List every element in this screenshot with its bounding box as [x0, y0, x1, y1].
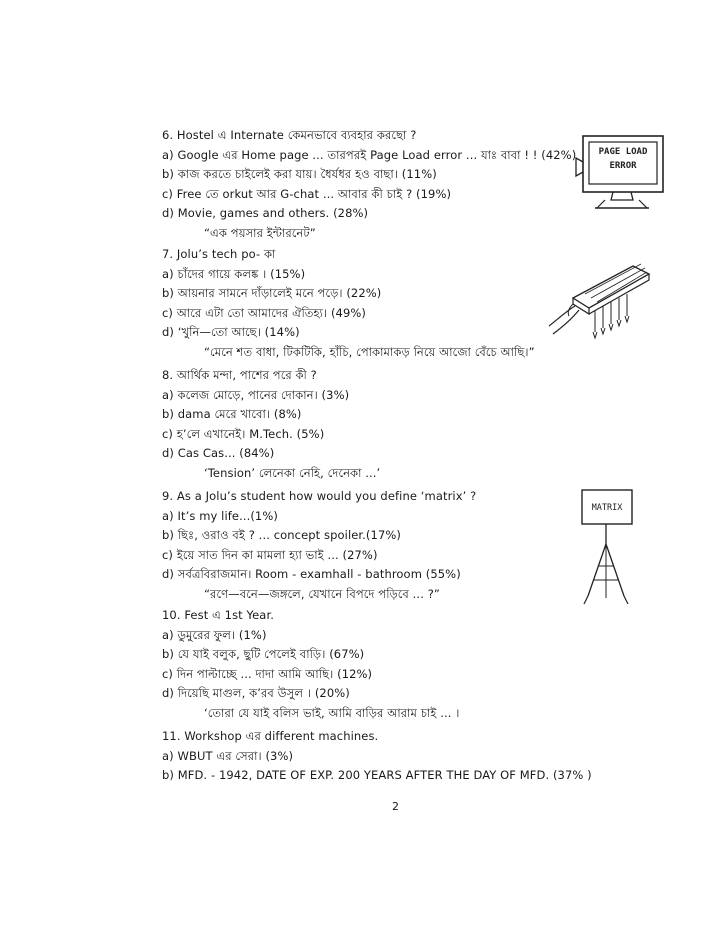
question-9-quote: “রণে—বনে—জঙ্গলে, যেখানে বিপদে পড়িবে ... ?” [204, 586, 440, 601]
question-11-option-b: b) MFD. - 1942, DATE OF EXP. 200 YEARS AFTER THE DAY OF MFD. (37% ) [162, 768, 592, 783]
question-9 [162, 487, 592, 605]
question-6-option-a: a) Google এর Home page ... তারপরই Page Load error ... যাঃ বাবা ! ! (42%) [162, 147, 577, 162]
question-10-option-d: d) দিয়েছি মাগুল, ক’রব উসুল । (20%) [162, 686, 350, 701]
question-10-option-b: b) যে যাই বলুক, ছুটি পেলেই বাড়ি। (67%) [162, 647, 365, 662]
question-8 [162, 366, 592, 484]
question-7-option-a: a) চাঁদের গায়ে কলঙ্ক । (15%) [162, 266, 306, 281]
question-6-option-c: c) Free তে orkut আর G-chat ... আবার কী চাই ? (19%) [162, 186, 452, 201]
monitor-text-line-1: PAGE LOAD [598, 147, 648, 157]
question-8-quote: ‘Tension’ লেনেকা নেহি, দেনেকা ...’ [204, 465, 381, 480]
question-10-option-a: a) ডুমুরের ফুল। (1%) [162, 627, 267, 642]
question-11 [162, 727, 612, 786]
question-10-title: 10. Fest এ 1st Year. [162, 608, 274, 622]
question-9-title: 9. As a Jolu’s student how would you define ‘matrix’ ? [162, 489, 477, 503]
question-10 [162, 606, 592, 724]
question-8-title: 8. আর্থিক মন্দা, পাশের পরে কী ? [162, 368, 317, 382]
question-7-quote: “মেনে শত বাধা, টিকটিকি, হাঁচি, পোকামাকড় নিয়ে আজো বেঁচে আছি।” [204, 344, 535, 359]
question-7-option-b: b) আয়নার সামনে দাঁড়ালেই মনে পড়ে। (22%) [162, 286, 382, 301]
question-9-option-a: a) It’s my life...(1%) [162, 508, 278, 523]
question-8-option-c: c) হ’লে এখানেই। M.Tech. (5%) [162, 426, 325, 441]
question-7-option-d: d) ‘খুনি—তো আছে। (14%) [162, 325, 300, 340]
question-9-option-d: d) সর্বত্রবিরাজমান। Room - examhall - bathroom (55%) [162, 567, 461, 582]
question-7 [162, 245, 592, 363]
question-9-option-b: b) ছিঃ, ওরাও বই ? ... concept spoiler.(17%) [162, 528, 401, 543]
question-6-title: 6. Hostel এ Internate কেমনভাবে ব্যবহার করছো ? [162, 128, 417, 142]
page-number: 2 [392, 800, 399, 813]
question-10-quote: ‘তোরা যে যাই বলিস ভাই, আমি বাড়ির আরাম চাই ... । [204, 705, 460, 720]
question-11-title: 11. Workshop এর different machines. [162, 729, 379, 743]
hand-holding-chip-illustration [545, 250, 665, 350]
question-9-option-c: c) ইয়ে সাত দিন কা মামলা হ্যা ভাই ... (27%) [162, 547, 378, 562]
question-8-option-d: d) Cas Cas... (84%) [162, 446, 275, 461]
question-11-option-a: a) WBUT এর সেরা। (3%) [162, 748, 294, 763]
page-load-error-monitor-illustration [575, 132, 675, 214]
question-8-option-a: a) কলেজ মোড়ে, পানের দোকান। (3%) [162, 387, 350, 402]
question-10-option-c: c) দিন পাল্টাচ্ছে ... দাদা আমি আছি। (12%) [162, 666, 373, 681]
question-6-quote: “এক পয়সার ইন্টারনেট” [204, 225, 316, 240]
monitor-text-line-2: ERROR [609, 161, 637, 171]
question-6-option-b: b) কাজ করতে চাইলেই করা যায়। ধৈর্যধর হও বাছা। (11%) [162, 167, 437, 182]
matrix-signboard-illustration [568, 488, 658, 608]
question-6 [162, 126, 592, 244]
question-8-option-b: b) dama মেরে খাবো। (8%) [162, 407, 302, 422]
question-7-title: 7. Jolu’s tech po- কা [162, 247, 276, 261]
question-7-option-c: c) আরে এটা তো আমাদের ঐতিহ্য। (49%) [162, 305, 366, 320]
matrix-sign-text: MATRIX [591, 503, 623, 513]
question-6-option-d: d) Movie, games and others. (28%) [162, 206, 369, 221]
